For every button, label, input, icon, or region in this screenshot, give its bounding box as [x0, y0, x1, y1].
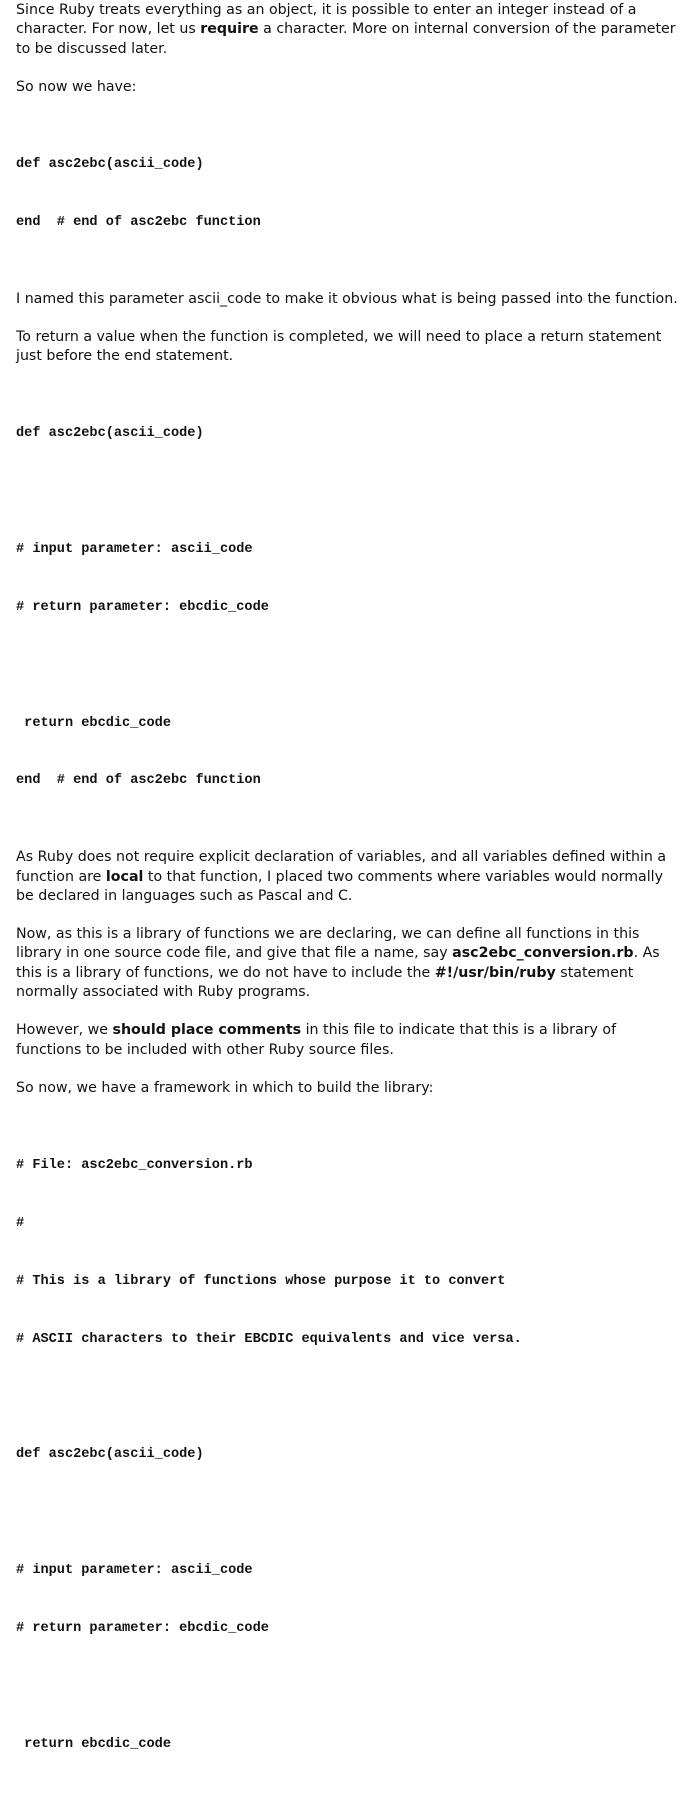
code-line: end # end of asc2ebc function — [16, 773, 261, 789]
code-line: # input parameter: ascii_code — [16, 541, 253, 557]
code-line: # return parameter: ebcdic_code — [16, 1620, 269, 1636]
bold-text-filename: asc2ebc_conversion.rb — [452, 945, 634, 962]
paragraph-place-comments — [16, 1021, 681, 1060]
code-line: return ebcdic_code — [16, 715, 171, 731]
paragraph-text: a character. More on internal conversion of the parameter to be discussed later. — [16, 21, 676, 57]
bold-text-local: local — [105, 868, 144, 885]
paragraph-named-parameter: I named this parameter ascii_code to make it obvious what is being passed into the function. — [16, 290, 678, 307]
code-line-blank — [16, 1677, 681, 1696]
code-line: # return parameter: ebcdic_code — [16, 599, 269, 615]
paragraph-text: statement normally associated with Ruby programs. — [16, 964, 634, 1001]
document-body — [16, 0, 681, 1812]
paragraph-ruby-objects — [16, 1, 681, 59]
code-block-2 — [16, 385, 681, 829]
code-line: return ebcdic_code — [16, 1736, 171, 1752]
paragraph-library-file — [16, 925, 681, 1002]
code-line: def asc2ebc(ascii_code) — [16, 426, 204, 442]
code-line: # ASCII characters to their EBCDIC equivalents and vice versa. — [16, 1331, 522, 1347]
paragraph-so-now-we-have: So now we have: — [16, 78, 137, 95]
code-line: # — [16, 1215, 25, 1231]
code-line-blank — [16, 1387, 681, 1406]
code-line: end # end of asc2ebc function — [16, 214, 261, 230]
code-block-1 — [16, 116, 681, 270]
code-line: def asc2ebc(ascii_code) — [16, 156, 204, 172]
paragraph-text: As Ruby does not require explicit declaration of variables, and all variables defined within a function are — [16, 849, 667, 885]
code-line: # input parameter: ascii_code — [16, 1563, 253, 1579]
paragraph-text: to that function, I placed two comments where variables would normally be declared in languages such as Pascal and C. — [16, 868, 663, 904]
paragraph-text: However, we — [16, 1022, 113, 1039]
paragraph-framework: So now, we have a framework in which to build the library: — [16, 1079, 434, 1096]
bold-text-shebang: #!/usr/bin/ruby — [434, 964, 556, 981]
code-line: # This is a library of functions whose purpose it to convert — [16, 1273, 506, 1289]
paragraph-return-value: To return a value when the function is completed, we will need to place a return statement just before the end statement. — [16, 328, 662, 365]
code-line: # File: asc2ebc_conversion.rb — [16, 1157, 253, 1173]
paragraph-text: Now, as this is a library of functions we are declaring, we can define all functions in this library in one source code file, and give that file a name, say — [16, 926, 640, 962]
code-line-blank — [16, 656, 681, 675]
bold-text-require: require — [200, 21, 259, 38]
code-line-blank — [16, 1503, 681, 1522]
code-line: def asc2ebc(ascii_code) — [16, 1447, 204, 1463]
paragraph-text: . As this is a library of functions, we do not have to include the — [16, 945, 660, 981]
code-line-blank — [16, 482, 681, 501]
bold-text-comments: should place comments — [112, 1022, 302, 1039]
paragraph-text: Since Ruby treats everything as an object, it is possible to enter an integer instead of a character. For now, let us — [16, 2, 637, 38]
paragraph-text: in this file to indicate that this is a library of functions to be included with other Ruby source files. — [16, 1022, 617, 1058]
code-block-3 — [16, 1117, 681, 1792]
paragraph-variables-local — [16, 848, 681, 906]
